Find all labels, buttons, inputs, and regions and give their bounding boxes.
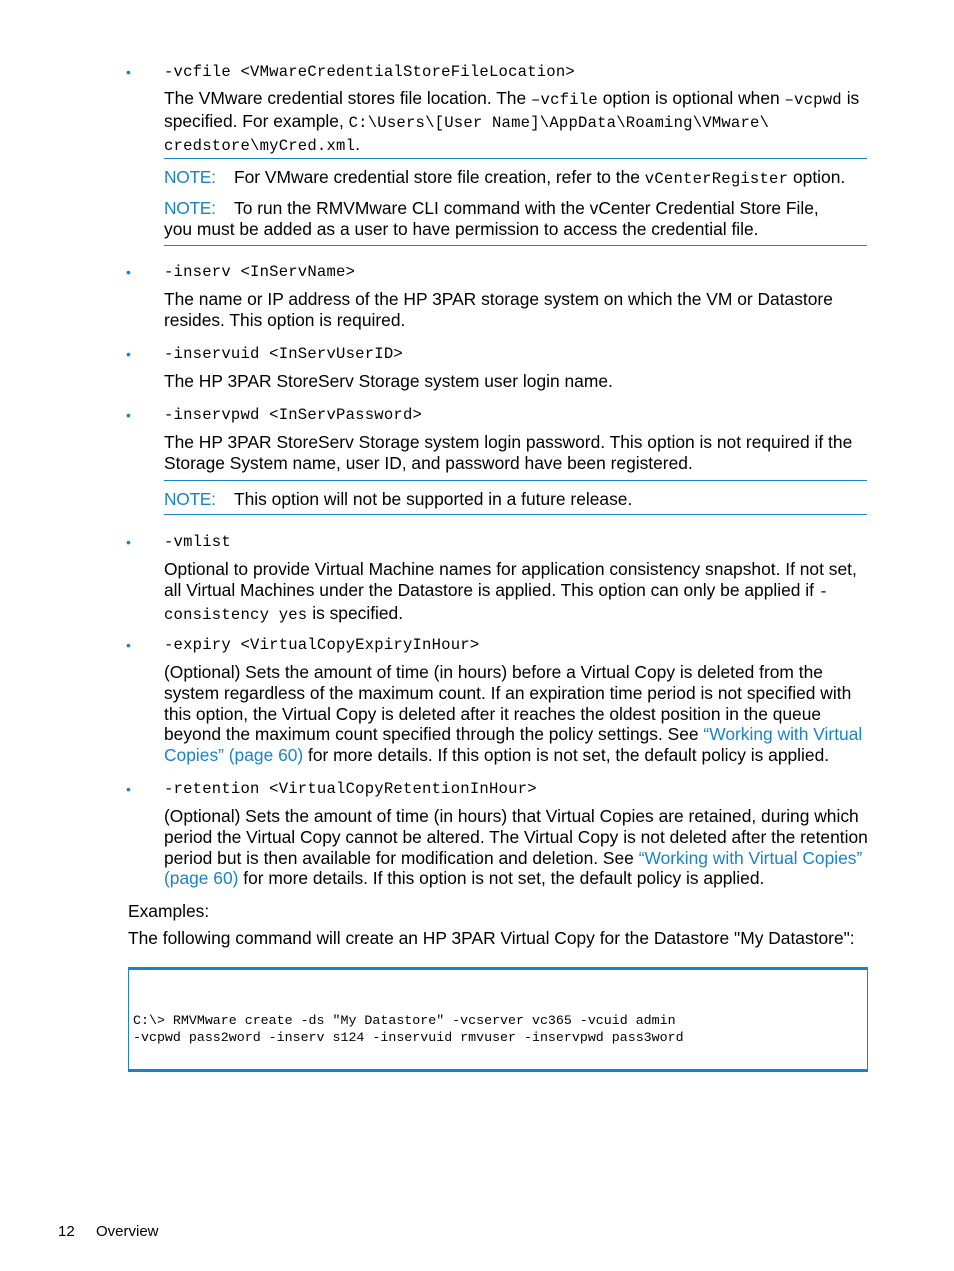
- inserv-description: The name or IP address of the HP 3PAR storage system on which the VM or Datastore resides. This option is required.: [164, 289, 833, 330]
- inservuid-description: The HP 3PAR StoreServ Storage system user login name.: [164, 371, 613, 391]
- note-vcfile-2: NOTE: To run the RMVMware CLI command with the vCenter Credential Store File, you must be added as a user to have permission to access the credential file.: [164, 198, 819, 239]
- note-vcfile-1: NOTE: For VMware credential store file creation, refer to the vCenterRegister option.: [164, 167, 846, 188]
- link-working-with-virtual-copies[interactable]: “Working with Virtual Copies” (page 60): [164, 724, 863, 766]
- vmlist-description: Optional to provide Virtual Machine names for application consistency snapshot. If not set, all Virtual Machines under the Datastore is applied. This option can only be applied if -consistency yes is specified.: [164, 559, 857, 624]
- examples-heading: Examples:: [128, 901, 210, 921]
- note-rule-top: [164, 480, 867, 481]
- vcfile-description: The VMware credential stores file location. The –vcfile option is optional when –vcpwd is specified. For example, C:\Users\[User Name]\AppData\Roaming\VMware\ credstore\myCred.xml.: [164, 88, 860, 155]
- note-label: NOTE:: [164, 167, 216, 187]
- option-vmlist: -vmlist: [164, 533, 231, 551]
- note-rule-top: [164, 158, 867, 159]
- retention-description: (Optional) Sets the amount of time (in hours) that Virtual Copies are retained, during which period the Virtual Copy cannot be altered. The Virtual Copy is not deleted after the retention period but is then available for modification and deletion. See “Working with Virtual Copies” (page 60) for more details. If this option is not set, the default policy is applied.: [164, 806, 868, 889]
- link-working-with-virtual-copies[interactable]: “Working with Virtual Copies” (page 60): [164, 847, 863, 889]
- note-rule-bottom: [164, 514, 867, 515]
- note-label: NOTE:: [164, 198, 216, 218]
- option-retention: -retention <VirtualCopyRetentionInHour>: [164, 780, 537, 798]
- inservpwd-description: The HP 3PAR StoreServ Storage system login password. This option is not required if the Storage System name, user ID, and password have been registered.: [164, 432, 853, 473]
- footer-section: Overview: [96, 1223, 159, 1240]
- examples-intro: The following command will create an HP 3PAR Virtual Copy for the Datastore "My Datastore":: [128, 928, 855, 948]
- option-inserv: -inserv <InServName>: [164, 263, 356, 281]
- code-example: [133, 1012, 684, 1046]
- bullet-inserv: •: [126, 264, 131, 280]
- bullet-retention: •: [126, 781, 131, 797]
- note-rule-bottom: [164, 245, 867, 246]
- option-expiry: -expiry <VirtualCopyExpiryInHour>: [164, 636, 480, 654]
- bullet-vcfile: •: [126, 64, 131, 80]
- bullet-expiry: •: [126, 637, 131, 653]
- option-inservuid: -inservuid <InServUserID>: [164, 345, 403, 363]
- option-vcfile: -vcfile <VMwareCredentialStoreFileLocation>: [164, 63, 575, 81]
- bullet-vmlist: •: [126, 534, 131, 550]
- expiry-description: (Optional) Sets the amount of time (in hours) before a Virtual Copy is deleted from the system regardless of the maximum count. If an expiration time period is not specified with this option, the Virtual Copy is deleted after it reaches the oldest position in the queue beyond the maximum count specified through the policy settings. See “Working with Virtual Copies” (page 60) for more details. If this option is not set, the default policy is applied.: [164, 662, 863, 766]
- bullet-inservpwd: •: [126, 407, 131, 423]
- option-inservpwd: -inservpwd <InServPassword>: [164, 406, 423, 424]
- note-label: NOTE:: [164, 489, 216, 509]
- page-number: 12: [58, 1223, 75, 1240]
- note-inservpwd: NOTE: This option will not be supported in a future release.: [164, 489, 633, 509]
- code-example-box: [128, 967, 868, 1072]
- code-line: C:\> RMVMware create -ds "My Datastore" -vcserver vc365 -vcuid admin: [133, 1013, 676, 1028]
- bullet-inservuid: •: [126, 346, 131, 362]
- code-line: -vcpwd pass2word -inserv s124 -inservuid rmvuser -inservpwd pass3word: [133, 1030, 684, 1045]
